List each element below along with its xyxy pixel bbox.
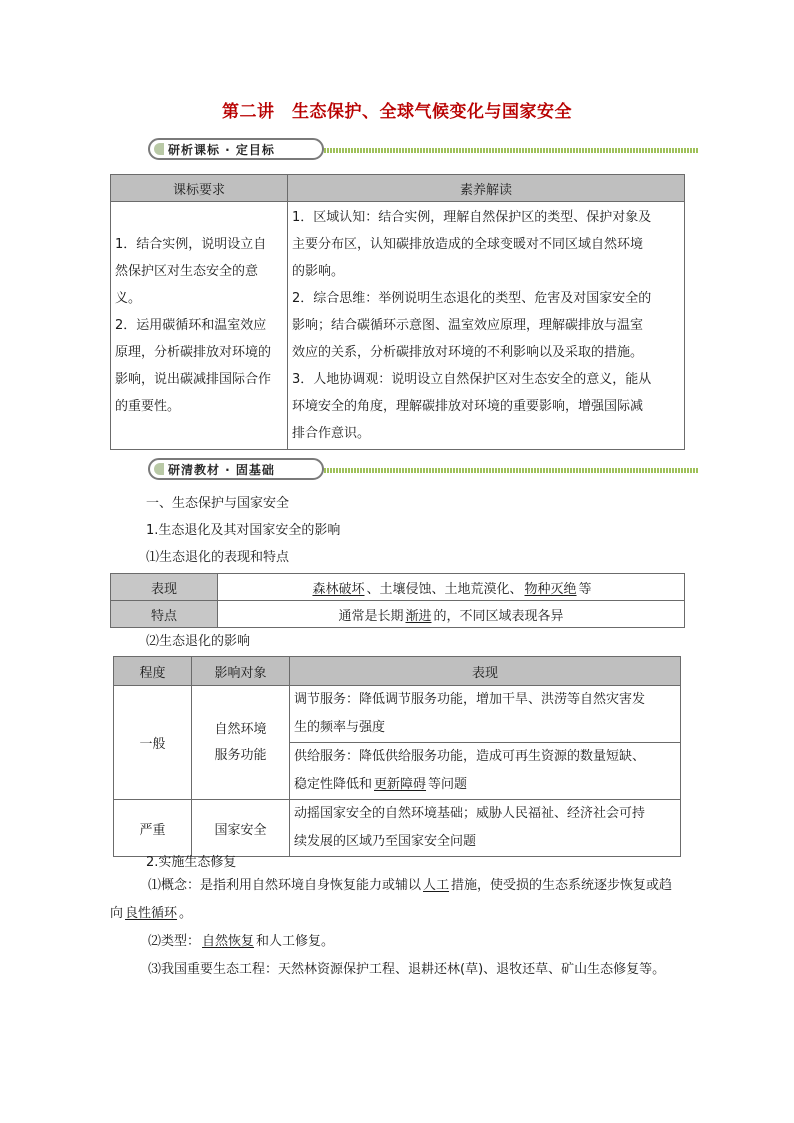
text-span: 、土壤侵蚀、土地荒漠化、 <box>366 581 523 597</box>
text-span: 等问题 <box>428 777 468 792</box>
fill-blank: 良性循环 <box>125 906 178 921</box>
fill-blank: 物种灭绝 <box>524 581 577 597</box>
text-span: 。 <box>179 906 193 921</box>
fill-blank: 渐进 <box>405 608 432 624</box>
degree-cell: 一般 <box>114 686 192 800</box>
banner-rule <box>324 148 698 153</box>
text-line <box>294 771 676 799</box>
text-line: 自然环境 <box>214 721 267 737</box>
fill-blank: 更新障碍 <box>374 777 427 792</box>
banner-label: 研析课标 · 定目标 <box>148 138 324 160</box>
banner-label: 研清教材 · 固基础 <box>148 458 324 480</box>
concept-paragraph <box>110 872 685 928</box>
text-line: 3．人地协调观：说明设立自然保护区对生态安全的意义，能从 <box>292 372 652 387</box>
table-header: 表现 <box>290 657 681 686</box>
text-line: 调节服务：降低调节服务功能，增加干旱、洪涝等自然灾害发 <box>294 692 646 707</box>
subheading: ⑵生态退化的影响 <box>146 634 251 649</box>
text-line: 1．结合实例，说明设立自 <box>115 237 267 252</box>
text-line: 原理，分析碳排放对环境的 <box>115 345 272 360</box>
supply-service-cell <box>290 743 681 800</box>
text-line: 2．综合思维：举例说明生态退化的类型、危害及对国家安全的 <box>292 291 652 306</box>
object-cell: 国家安全 <box>192 800 290 857</box>
text-span: ⑵类型： <box>148 934 201 949</box>
security-impact-cell <box>290 800 681 857</box>
regulation-service-cell <box>290 686 681 743</box>
table-header: 素养解读 <box>288 175 685 202</box>
banner-rule <box>324 468 698 473</box>
row-label: 特点 <box>111 601 218 628</box>
fill-blank: 自然恢复 <box>202 934 255 949</box>
fill-blank: 人工 <box>423 878 450 893</box>
text-span: 通常是长期 <box>338 608 404 624</box>
standards-table <box>110 174 685 450</box>
manifestation-cell <box>218 574 685 601</box>
degree-cell: 严重 <box>114 800 192 857</box>
text-line: 供给服务：降低供给服务功能，造成可再生资源的数量短缺、 <box>294 749 646 764</box>
table-header: 影响对象 <box>192 657 290 686</box>
text-line: 2．运用碳循环和温室效应 <box>115 318 267 333</box>
text-line: 的影响。 <box>292 264 345 279</box>
subheading: 2.实施生态修复 <box>146 855 237 870</box>
text-line: 排合作意识。 <box>292 426 371 441</box>
table-header: 课标要求 <box>111 175 288 202</box>
text-span: 的，不同区域表现各异 <box>433 608 564 624</box>
text-line: 生的频率与强度 <box>294 720 386 735</box>
text-line: 效应的关系，分析碳排放对环境的不利影响以及采取的措施。 <box>292 345 644 360</box>
degradation-features-table <box>110 573 685 628</box>
text-line: 服务功能 <box>214 747 267 763</box>
subheading: 1.生态退化及其对国家安全的影响 <box>146 523 341 538</box>
text-span: 措施，使受损的生态系统逐步恢复或趋向 <box>110 878 673 921</box>
type-paragraph <box>110 928 685 956</box>
subheading: ⑴生态退化的表现和特点 <box>146 550 290 565</box>
object-cell <box>192 686 290 800</box>
text-line: 然保护区对生态安全的意 <box>115 264 259 279</box>
row-label: 表现 <box>111 574 218 601</box>
fill-blank: 森林破坏 <box>312 581 365 597</box>
text-span: 和人工修复。 <box>256 934 335 949</box>
page-title: 第二讲 生态保护、全球气候变化与国家安全 <box>222 102 572 122</box>
literacy-cell <box>288 202 685 450</box>
text-line: 影响，说出碳减排国际合作 <box>115 372 272 387</box>
standards-cell <box>111 202 288 450</box>
degradation-impact-table <box>113 656 681 857</box>
text-span: 稳定性降低和 <box>294 777 373 792</box>
section-heading: 一、生态保护与国家安全 <box>146 496 290 511</box>
text-line: 主要分布区，认知碳排放造成的全球变暖对不同区域自然环境 <box>292 237 644 252</box>
text-line: 环境安全的角度，理解碳排放对环境的重要影响，增强国际减 <box>292 399 644 414</box>
text-line: 的重要性。 <box>115 399 181 414</box>
table-header: 程度 <box>114 657 192 686</box>
text-line: 义。 <box>115 291 142 306</box>
text-span: ⑴概念：是指利用自然环境自身恢复能力或辅以 <box>148 878 422 893</box>
engineering-paragraph: ⑶我国重要生态工程：天然林资源保护工程、退耕还林(草)、退牧还草、矿山生态修复等。 <box>148 962 666 977</box>
text-span: 等 <box>578 581 592 597</box>
text-line: 续发展的区域乃至国家安全问题 <box>294 834 477 849</box>
feature-cell <box>218 601 685 628</box>
text-line: 影响；结合碳循环示意图、温室效应原理，理解碳排放与温室 <box>292 318 644 333</box>
text-line: 1．区域认知：结合实例，理解自然保护区的类型、保护对象及 <box>292 210 652 225</box>
text-line: 动摇国家安全的自然环境基础；威胁人民福祉、经济社会可持 <box>294 806 646 821</box>
